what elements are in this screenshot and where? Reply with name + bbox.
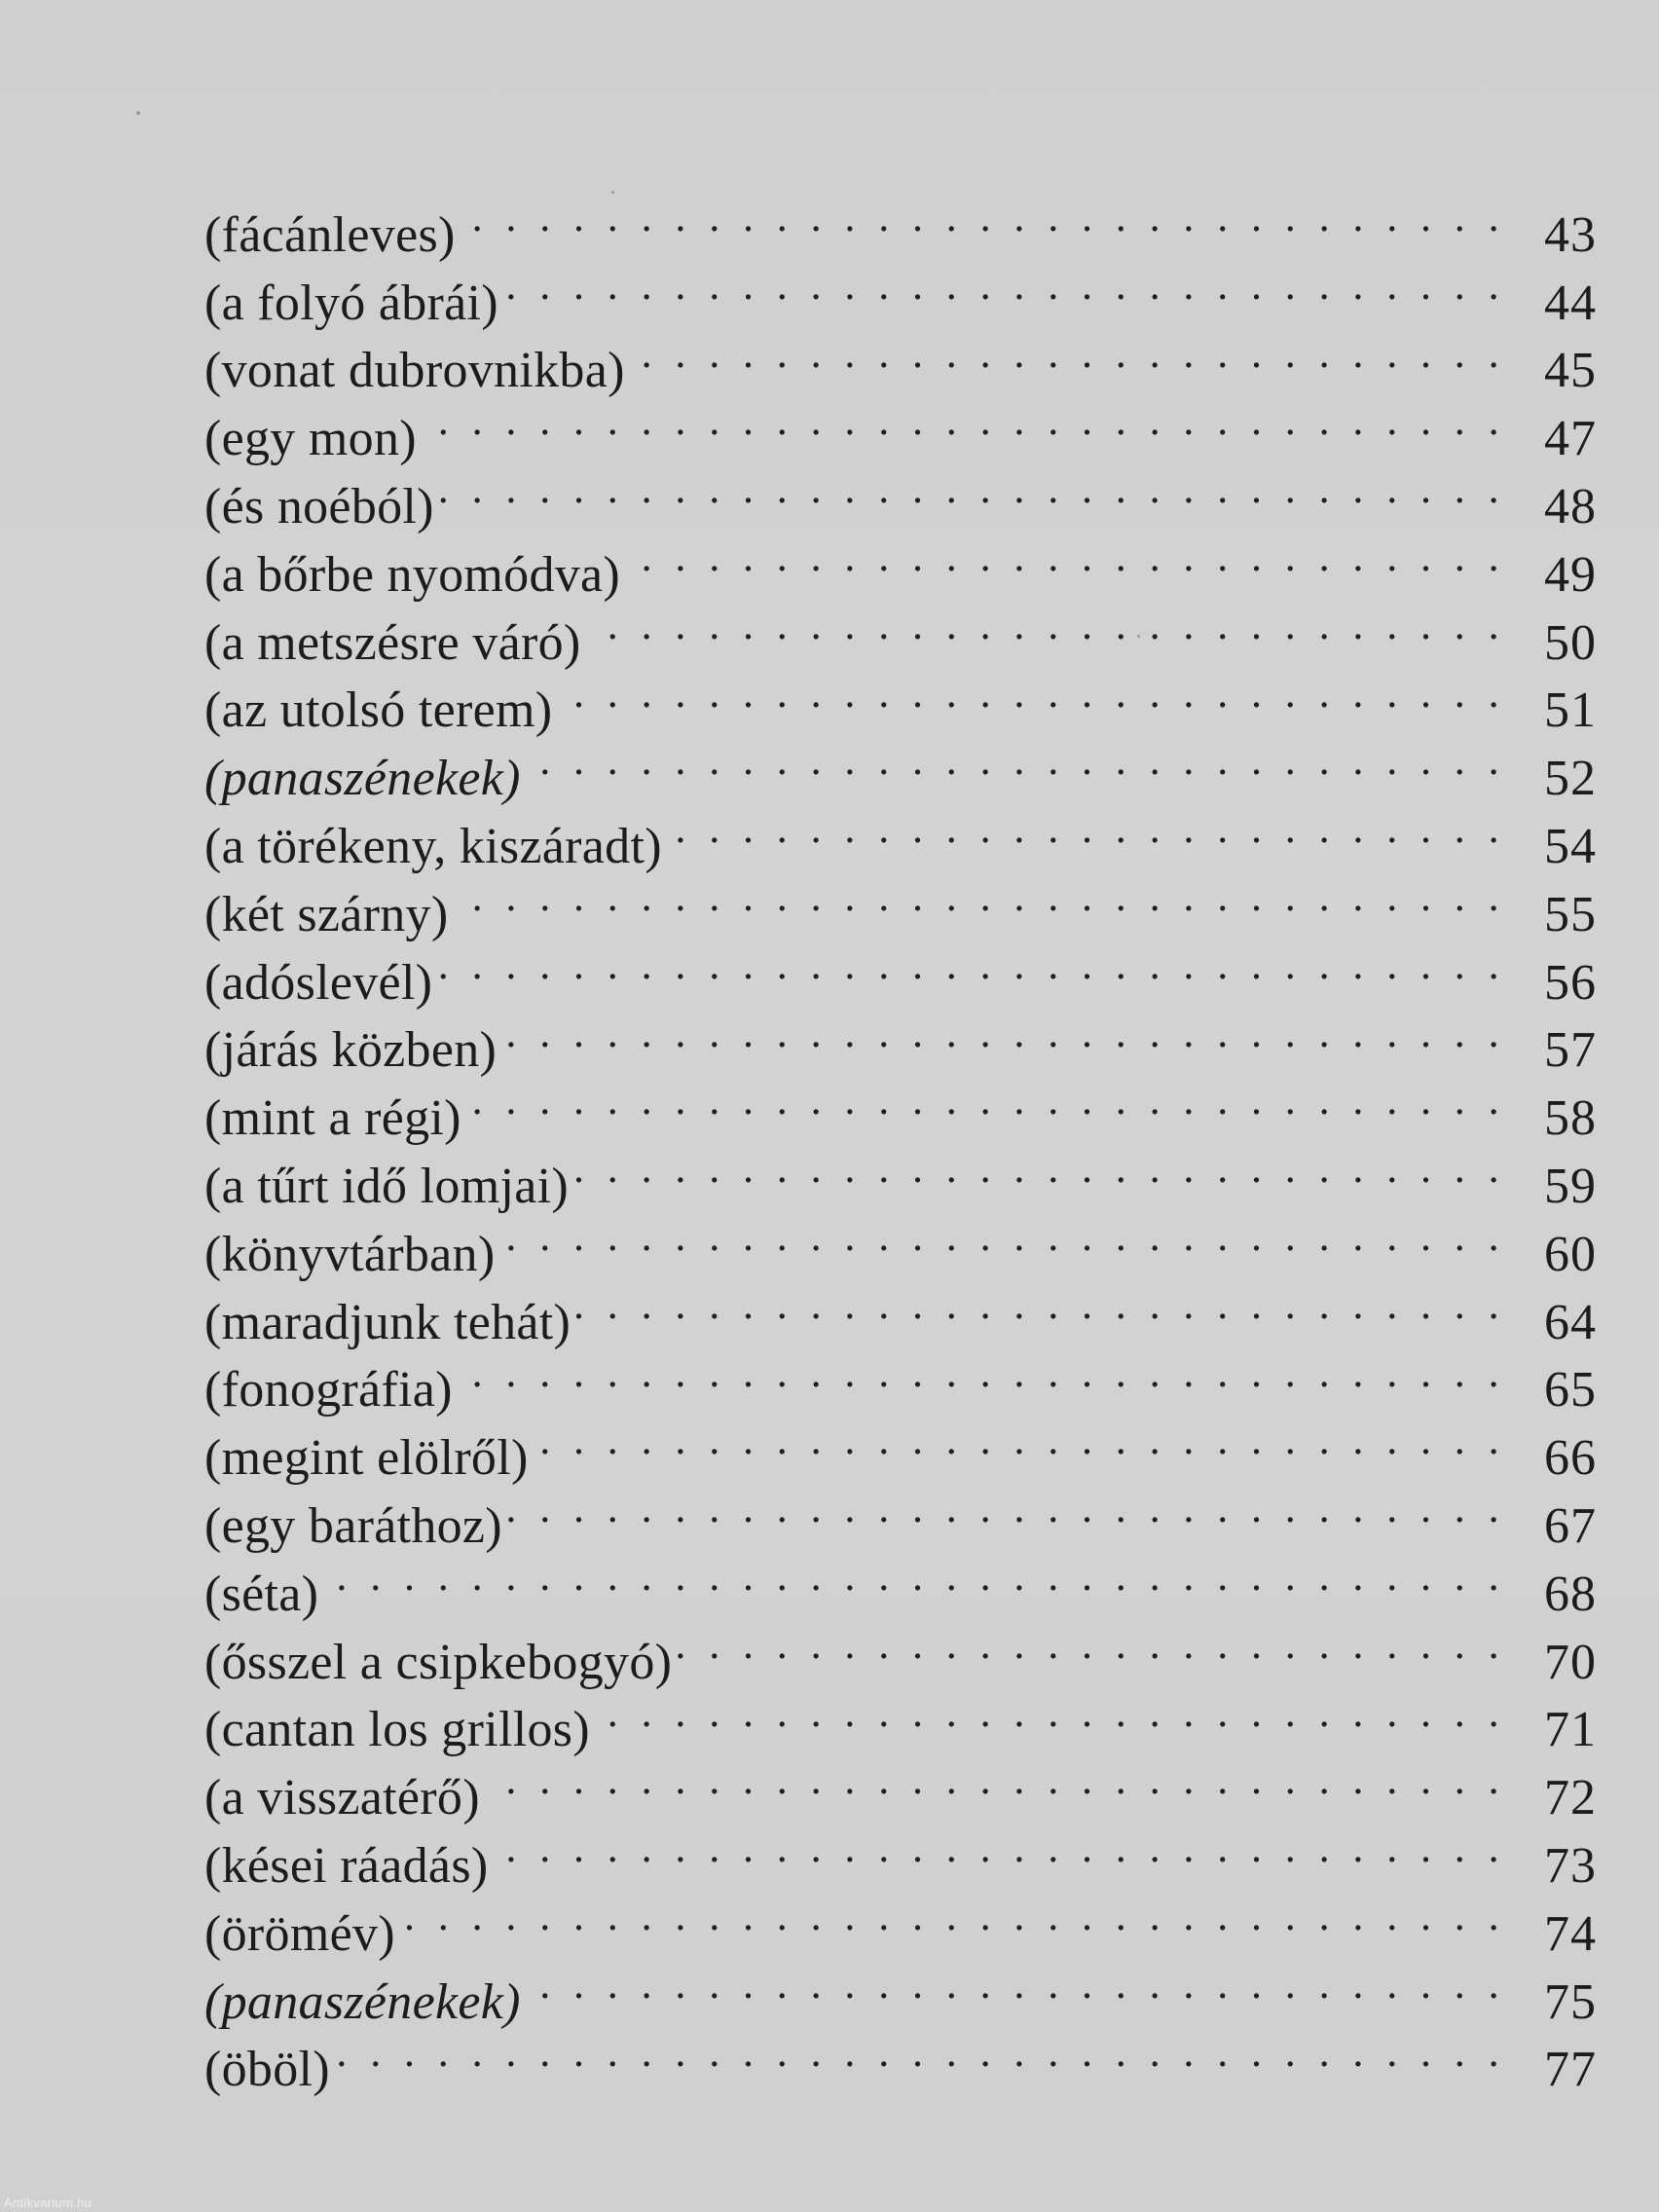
toc-entry-page-number: 77: [1544, 2042, 1597, 2098]
toc-entry-title: (egy mon): [204, 411, 417, 467]
toc-entry-page-number: 66: [1544, 1430, 1597, 1487]
toc-entry-title: (adóslevél): [204, 954, 433, 1011]
toc-entry-dot-leader: [454, 863, 1505, 931]
toc-entry-dot-leader: [596, 1678, 1505, 1747]
watermark: Antikvarium.hu: [4, 2195, 92, 2210]
toc-entry-page-number: 73: [1544, 1837, 1597, 1894]
toc-entry-dot-leader: [678, 1610, 1505, 1678]
toc-entry-title: (séta): [204, 1566, 319, 1622]
toc-entry-page-number: 55: [1544, 886, 1597, 942]
toc-entry-page-number: 48: [1544, 478, 1597, 535]
toc-entry-title: (ősszel a csipkebogyó): [204, 1634, 673, 1690]
toc-entry-title: (járás közben): [204, 1022, 498, 1079]
toc-entry-page-number: 45: [1544, 343, 1597, 399]
toc-entry-title: (cantan los grillos): [204, 1702, 590, 1758]
toc-entry-title: (örömév): [204, 1905, 395, 1962]
toc-entry-dot-leader: [576, 1271, 1505, 1339]
toc-entry-page-number: 64: [1544, 1294, 1597, 1350]
toc-entry[interactable]: [204, 1950, 1597, 2030]
toc-entry-page-number: 74: [1544, 1905, 1597, 1962]
toc-entry-dot-leader: [558, 659, 1505, 727]
toc-entry-dot-leader: [336, 2018, 1505, 2086]
toc-entry-page-number: 60: [1544, 1226, 1597, 1282]
paper-speck: [136, 111, 140, 115]
toc-entry-page-number: 44: [1544, 275, 1597, 331]
toc-entry-dot-leader: [500, 1202, 1505, 1271]
table-of-contents: [204, 183, 1597, 2098]
toc-entry-page-number: 71: [1544, 1702, 1597, 1758]
toc-entry-page-number: 72: [1544, 1770, 1597, 1826]
toc-entry-title: (kései ráadás): [204, 1837, 489, 1894]
toc-entry-title: (a folyó ábrái): [204, 275, 498, 331]
toc-entry-page-number: 47: [1544, 411, 1597, 467]
toc-entry-page-number: 59: [1544, 1158, 1597, 1214]
toc-entry[interactable]: [204, 1882, 1597, 1962]
toc-entry-dot-leader: [438, 931, 1505, 999]
toc-entry-dot-leader: [626, 523, 1505, 591]
toc-entry-title: (panaszénekek): [204, 751, 521, 807]
toc-entry-page-number: 49: [1544, 546, 1597, 603]
toc-entry-title: (fácánleves): [204, 206, 456, 263]
toc-entry-dot-leader: [502, 999, 1505, 1067]
toc-entry-dot-leader: [504, 251, 1505, 319]
toc-entry-page-number: 50: [1544, 614, 1597, 671]
toc-entry-dot-leader: [631, 319, 1505, 387]
toc-entry-title: (öböl): [204, 2042, 330, 2098]
toc-entry[interactable]: [204, 183, 1597, 263]
toc-entry-page-number: 65: [1544, 1362, 1597, 1419]
toc-entry-dot-leader: [527, 726, 1505, 794]
toc-entry-title: (a visszatérő): [204, 1770, 480, 1826]
toc-entry-dot-leader: [440, 455, 1505, 523]
toc-entry-dot-leader: [508, 1474, 1505, 1542]
toc-entry-title: (maradjunk tehát): [204, 1294, 571, 1350]
toc-entry-title: (a bőrbe nyomódva): [204, 546, 621, 603]
toc-entry-page-number: 75: [1544, 1973, 1597, 2030]
toc-entry-dot-leader: [324, 1542, 1505, 1610]
toc-entry-page-number: 51: [1544, 682, 1597, 739]
toc-entry-title: (a metszésre váró): [204, 614, 581, 671]
toc-entry-title: (a tűrt idő lomjai): [204, 1158, 569, 1214]
toc-entry-title: (egy baráthoz): [204, 1497, 502, 1554]
toc-entry-dot-leader: [574, 1134, 1505, 1202]
toc-entry[interactable]: [204, 1610, 1597, 1690]
toc-entry-title: (két szárny): [204, 886, 449, 942]
toc-entry-page-number: 43: [1544, 206, 1597, 263]
toc-entry[interactable]: [204, 2018, 1597, 2098]
toc-entry-dot-leader: [494, 1814, 1505, 1882]
toc-entry-page-number: 56: [1544, 954, 1597, 1011]
toc-entry-page-number: 67: [1544, 1497, 1597, 1554]
toc-entry-title: (a törékeny, kiszáradt): [204, 818, 662, 874]
toc-entry-dot-leader: [587, 591, 1505, 659]
toc-entry-dot-leader: [486, 1746, 1505, 1814]
toc-entry-page-number: 68: [1544, 1566, 1597, 1622]
toc-entry-title: (az utolsó terem): [204, 682, 553, 739]
toc-entry[interactable]: [204, 1542, 1597, 1622]
toc-entry-dot-leader: [401, 1882, 1505, 1950]
toc-entry-dot-leader: [423, 387, 1505, 455]
toc-entry-dot-leader: [535, 1406, 1505, 1474]
toc-entry-title: (és noéból): [204, 478, 434, 535]
toc-entry-page-number: 52: [1544, 751, 1597, 807]
toc-entry-page-number: 54: [1544, 818, 1597, 874]
toc-entry-page-number: 70: [1544, 1634, 1597, 1690]
toc-entry-dot-leader: [459, 1339, 1505, 1407]
toc-entry-dot-leader: [467, 1066, 1505, 1134]
toc-entry-title: (könyvtárban): [204, 1226, 496, 1282]
toc-entry-title: (megint elölről): [204, 1430, 529, 1487]
toc-entry-dot-leader: [668, 794, 1505, 863]
toc-entry-page-number: 58: [1544, 1090, 1597, 1147]
toc-entry-title: (vonat dubrovnikba): [204, 343, 625, 399]
toc-entry-title: (mint a régi): [204, 1090, 461, 1147]
toc-entry-dot-leader: [527, 1950, 1505, 2018]
toc-entry-title: (fonográfia): [204, 1362, 453, 1419]
toc-entry-title: (panaszénekek): [204, 1973, 521, 2030]
toc-entry-dot-leader: [461, 183, 1505, 251]
toc-entry-page-number: 57: [1544, 1022, 1597, 1079]
